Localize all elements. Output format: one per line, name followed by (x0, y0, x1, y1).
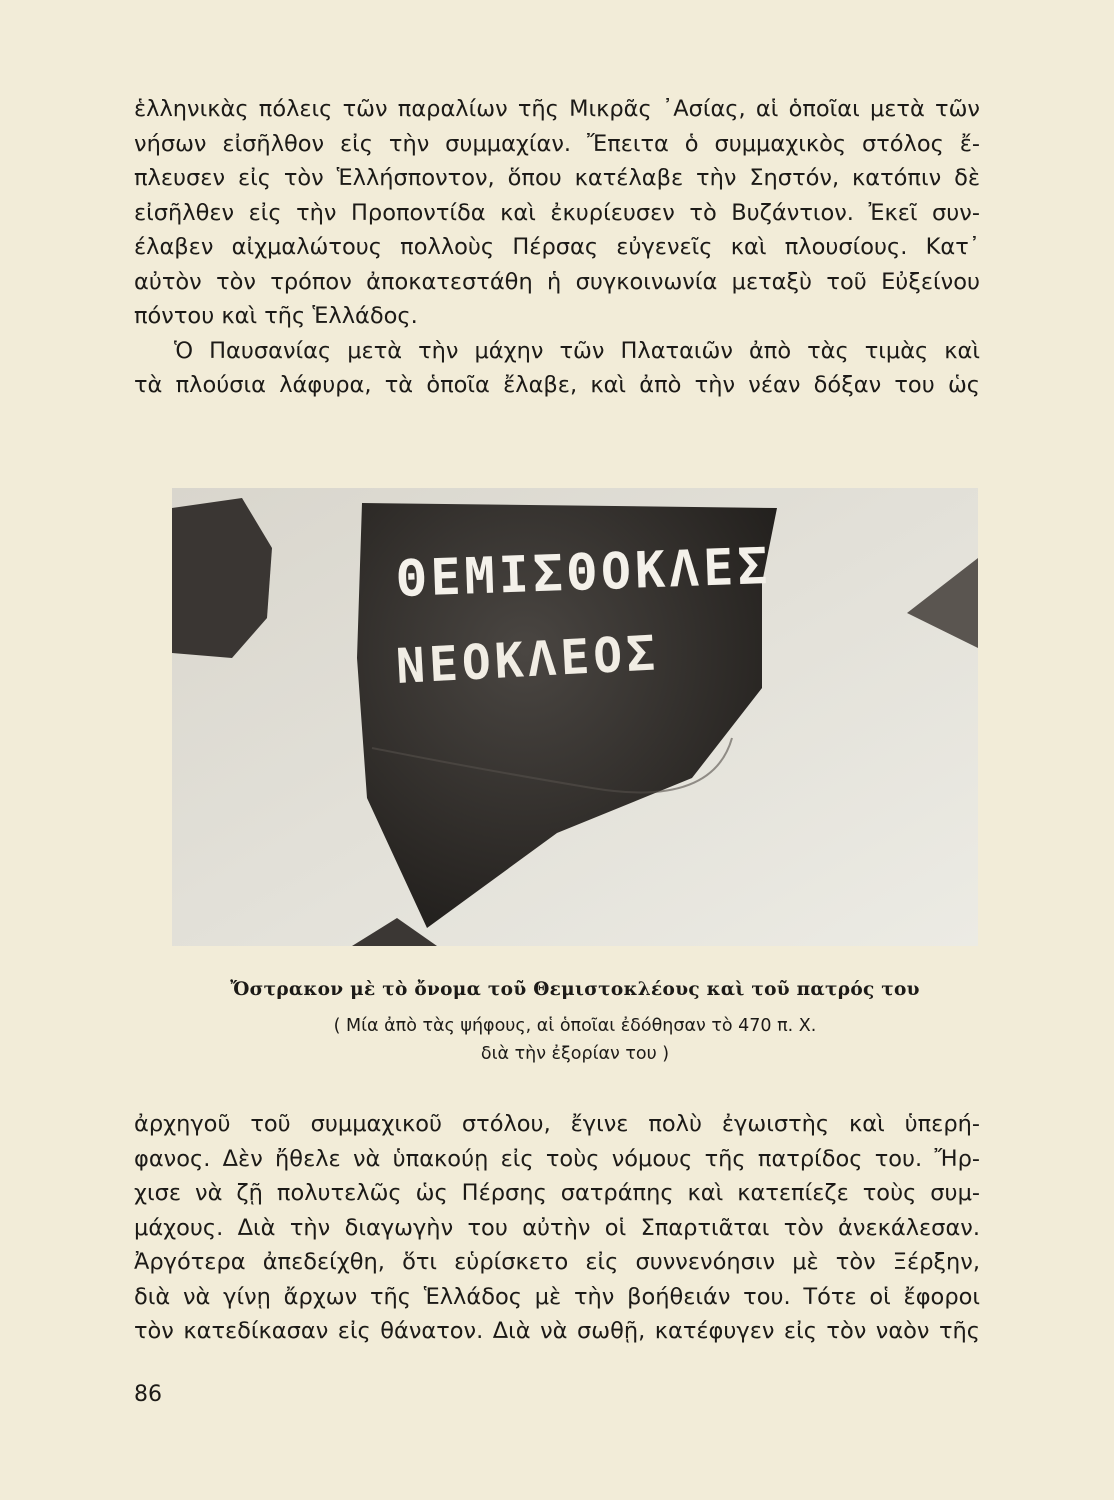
text-line: πόντου καὶ τῆς Ἑλλάδος. (134, 303, 418, 329)
text-line: εἰσῆλθεν εἰς τὴν Προποντίδα καὶ ἐκυρίευσεν τὸ Βυζάντιον. Ἐκεῖ συν- (134, 199, 980, 226)
text-line: πλευσεν εἰς τὸν Ἑλλήσποντον, ὅπου κατέλαβε τὴν Σηστόν, κατόπιν δὲ (134, 165, 980, 191)
text-line: ἑλληνικὰς πόλεις τῶν παραλίων τῆς Μικρᾶς ᾿Ασίας, αἱ ὁποῖαι μετὰ τῶν (134, 96, 980, 122)
ostracon-illustration (172, 488, 978, 946)
caption-line: ( Μία ἀπὸ τὰς ψήφους, αἱ ὁποῖαι ἐδόθησαν τὸ 470 π. Χ. (333, 1016, 817, 1036)
figure-caption-title: Ὄστρακον μὲ τὸ ὄνομα τοῦ Θεμιστοκλέους καὶ τοῦ πατρός του (230, 979, 920, 1000)
page-number: 86 (134, 1382, 162, 1407)
text-line: αὐτὸν τὸν τρόπον ἀποκατεστάθη ἡ συγκοινωνία μεταξὺ τοῦ Εὐξείνου (134, 268, 980, 295)
inscription-line-2: ΝΕΟΚΛΕΟΣ (394, 625, 661, 695)
text-line: έλαβεν αἰχμαλώτους πολλοὺς Πέρσας εὐγενεῖς καὶ πλουσίους. Κατ᾽ (134, 234, 980, 260)
text-line: νήσων εἰσῆλθον εἰς τὴν συμμαχίαν. Ἔπειτα ὁ συμμαχικὸς στόλος ἔ- (134, 130, 980, 157)
text-line: φανος. Δὲν ἤθελε νὰ ὑπακούῃ εἰς τοὺς νόμους τῆς πατρίδος του. Ἤρ- (134, 1145, 980, 1172)
text-line: τὰ πλούσια λάφυρα, τὰ ὁποῖα ἔλαβε, καὶ ἀπὸ τὴν νέαν δόξαν του ὡς (134, 372, 980, 398)
text-line: ἀρχηγοῦ τοῦ συμμαχικοῦ στόλου, ἔγινε πολὺ ἐγωιστὴς καὶ ὑπερή- (134, 1111, 980, 1137)
caption-line: διὰ τὴν ἐξορίαν του ) (480, 1044, 670, 1064)
text-line: Ὁ Παυσανίας μετὰ τὴν μάχην τῶν Πλαταιῶν ἀπὸ τὰς τιμὰς καὶ (174, 337, 980, 364)
text-line: μάχους. Διὰ τὴν διαγωγὴν του αὐτὴν οἱ Σπαρτιᾶται τὸν ἀνεκάλεσαν. (134, 1214, 980, 1241)
text-line: χισε νὰ ζῇ πολυτελῶς ὡς Πέρσης σατράπης καὶ κατεπίεζε τοὺς συμ- (134, 1180, 980, 1206)
text-line: διὰ νὰ γίνῃ ἄρχων τῆς Ἑλλάδος μὲ τὴν βοήθειάν του. Τότε οἱ ἔφοροι (134, 1283, 980, 1310)
ostracon-photo (172, 488, 978, 946)
text-line: τὸν κατεδίκασαν εἰς θάνατον. Διὰ νὰ σωθῇ, κατέφυγεν εἰς τὸν ναὸν τῆς (134, 1318, 980, 1344)
figure-caption-note (172, 1012, 978, 1068)
inscription-line-1: ΘΕΜΙΣΘΟΚΛΕΣ (395, 536, 773, 608)
text-line: Ἀργότερα ἀπεδείχθη, ὅτι εὑρίσκετο εἰς συννενόησιν μὲ τὸν Ξέρξην, (134, 1249, 980, 1275)
text-top (134, 92, 980, 403)
text-bottom (134, 1107, 980, 1349)
